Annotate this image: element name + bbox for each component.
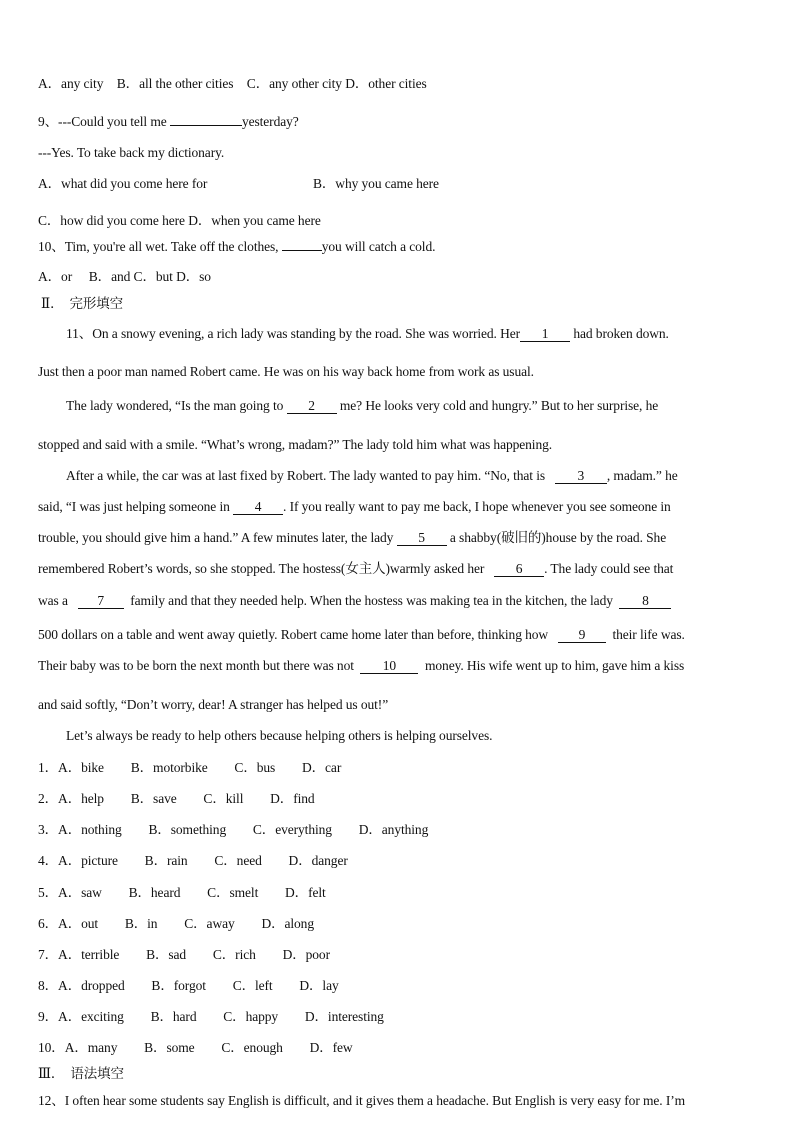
- passage-text: family and that they needed help. When the hostess was making tea in the kitchen, the lady: [130, 593, 613, 608]
- q12-text: 12、I often hear some students say English is difficult, and it gives them a headache. But English is very easy for me. I’m: [38, 1093, 686, 1108]
- passage-text: said, “I was just helping someone in: [38, 499, 230, 514]
- passage-line-5: [66, 468, 678, 484]
- cloze-option-row: 10．A．many B．some C．enough D．few: [38, 1040, 353, 1055]
- passage-text: 500 dollars on a table and went away quietly. Robert came home later than before, thinking how: [38, 627, 549, 642]
- blank-10: 10: [360, 659, 418, 674]
- passage-line-1: [66, 326, 669, 342]
- passage-line-4: stopped and said with a smile. “What’s wrong, madam?” The lady told him what was happening.: [38, 437, 553, 452]
- passage-text: . The lady could see that: [544, 561, 674, 576]
- blank-2: 2: [287, 399, 337, 414]
- section-3-title: 语法填空: [70, 1066, 124, 1081]
- blank-6: 6: [494, 562, 544, 577]
- passage-text: a shabby(破旧的)house by the road. She: [449, 530, 667, 545]
- section-3-heading: [38, 1066, 124, 1082]
- section-3-number: Ⅲ．: [38, 1066, 65, 1081]
- q9-answer-line: ---Yes. To take back my dictionary.: [38, 145, 225, 160]
- q10-suffix: you will catch a cold.: [321, 239, 436, 254]
- passage-line-6: [38, 499, 671, 515]
- cloze-option-row: 1．A．bike B．motorbike C．bus D．car: [38, 760, 342, 775]
- q9-option-a: A．what did you come here for: [38, 176, 208, 191]
- passage-line-7: [38, 530, 666, 546]
- passage-line-12: and said softly, “Don’t worry, dear! A stranger has helped us out!”: [38, 697, 389, 712]
- passage-text: remembered Robert’s words, so she stopped. The hostess(女主人)warmly asked her: [38, 561, 485, 576]
- passage-line-3: [66, 398, 658, 414]
- q9-question: [38, 114, 299, 130]
- passage-line-10: [38, 627, 685, 643]
- blank-9: 9: [558, 628, 606, 643]
- passage-text: Their baby was to be born the next month but there was not: [38, 658, 354, 673]
- passage-text: money. His wife went up to him, gave him a kiss: [425, 658, 685, 673]
- q10-question: [38, 239, 435, 255]
- section-2-number: Ⅱ．: [41, 296, 64, 311]
- passage-line-8: [38, 561, 673, 577]
- blank-5: 5: [397, 531, 447, 546]
- cloze-option-row: 2．A．help B．save C．kill D．find: [38, 791, 315, 806]
- passage-line-9: [38, 593, 671, 609]
- cloze-option-row: 4．A．picture B．rain C．need D．danger: [38, 853, 348, 868]
- cloze-option-row: 9．A．exciting B．hard C．happy D．interesting: [38, 1009, 384, 1024]
- passage-text: me? He looks very cold and hungry.” But to her surprise, he: [339, 398, 659, 413]
- blank-8: 8: [619, 594, 671, 609]
- passage-text: was a: [38, 593, 68, 608]
- blank-3: 3: [555, 469, 607, 484]
- blank-7: 7: [78, 594, 124, 609]
- cloze-option-row: 7．A．terrible B．sad C．rich D．poor: [38, 947, 330, 962]
- q9-option-b: B．why you came here: [313, 176, 439, 191]
- section-2-title: 完形填空: [69, 296, 124, 311]
- passage-line-13: Let’s always be ready to help others because helping others is helping ourselves.: [66, 728, 493, 743]
- passage-text: , madam.” he: [606, 468, 678, 483]
- passage-text: The lady wondered, “Is the man going to: [66, 398, 284, 413]
- passage-text: their life was.: [612, 627, 685, 642]
- passage-text: . If you really want to pay me back, I hope whenever you see someone in: [283, 499, 671, 514]
- q9-suffix: yesterday?: [241, 114, 299, 129]
- q10-prefix: 10、Tim, you're all wet. Take off the clothes,: [38, 239, 282, 254]
- cloze-option-row: 5．A．saw B．heard C．smelt D．felt: [38, 885, 326, 900]
- passage-text: had broken down.: [573, 326, 669, 341]
- cloze-option-row: 6．A．out B．in C．away D．along: [38, 916, 314, 931]
- q8-options: A．any city B．all the other cities C．any other city D．other cities: [38, 76, 427, 91]
- q9-prefix: 9、---Could you tell me: [38, 114, 170, 129]
- section-2-heading: [41, 296, 123, 312]
- q9-option-cd: C．how did you come here D．when you came here: [38, 213, 321, 228]
- blank-1: 1: [520, 327, 570, 342]
- q10-options: A．or B．and C．but D．so: [38, 269, 211, 284]
- blank-4: 4: [233, 500, 283, 515]
- cloze-option-row: 8．A．dropped B．forgot C．left D．lay: [38, 978, 339, 993]
- q10-blank: [282, 250, 322, 251]
- passage-text: 11、On a snowy evening, a rich lady was standing by the road. She was worried. Her: [66, 326, 521, 341]
- passage-line-11: [38, 658, 684, 674]
- cloze-option-row: 3．A．nothing B．something C．everything D．anything: [38, 822, 429, 837]
- passage-text: After a while, the car was at last fixed by Robert. The lady wanted to pay him. “No, that is: [66, 468, 546, 483]
- passage-text: trouble, you should give him a hand.” A few minutes later, the lady: [38, 530, 394, 545]
- q9-blank: [170, 125, 242, 126]
- passage-line-2: Just then a poor man named Robert came. He was on his way back home from work as usual.: [38, 364, 534, 379]
